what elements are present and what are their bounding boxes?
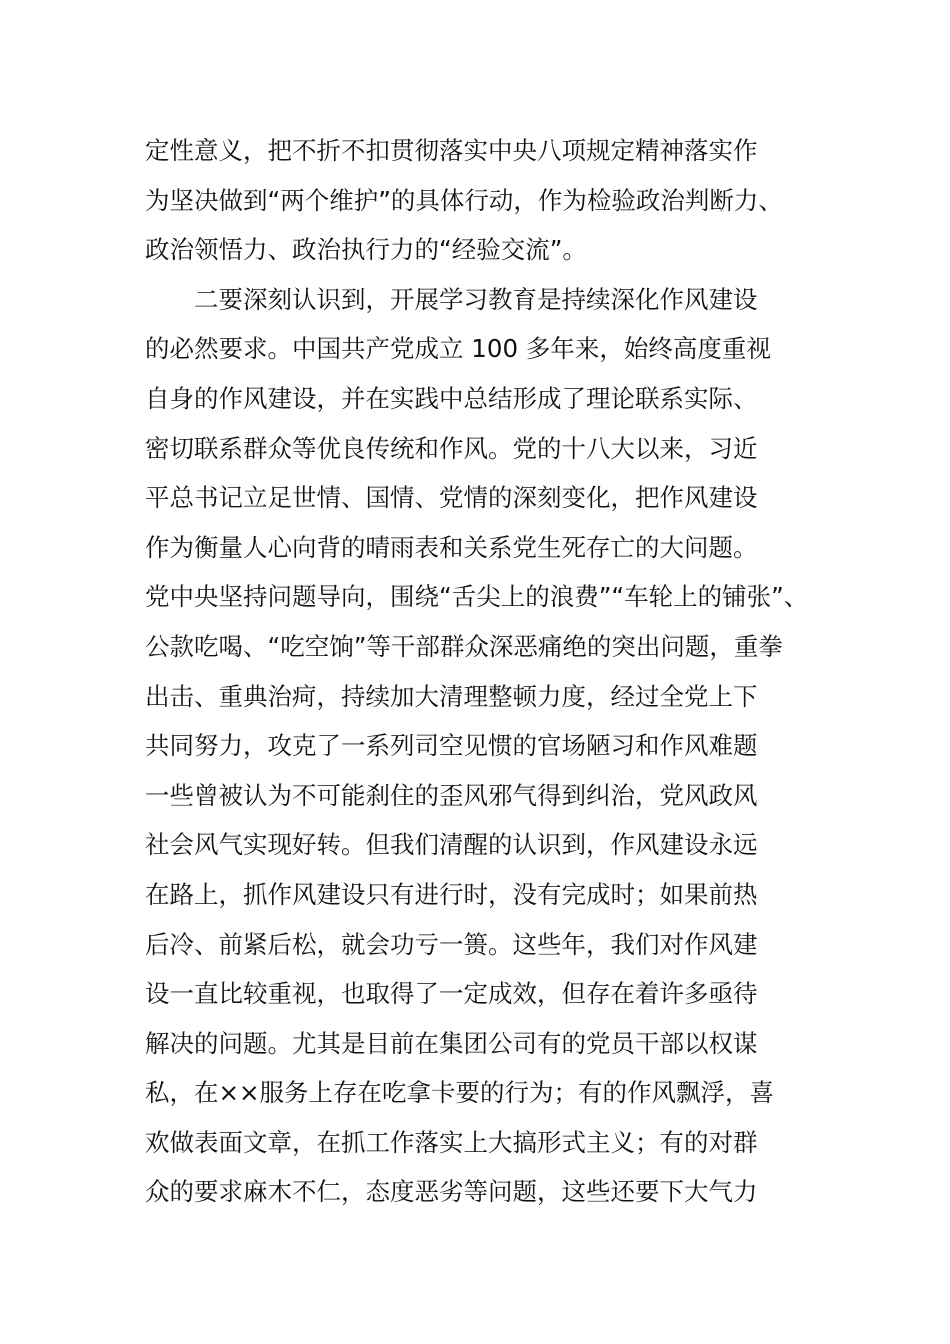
text-line: 在路上，抓作风建设只有进行时，没有完成时；如果前热 [145, 879, 758, 909]
text-line: 出击、重典治疴，持续加大清理整顿力度，经过全党上下 [145, 681, 758, 711]
text-line: 定性意义，把不折不扣贯彻落实中央八项规定精神落实作 [145, 136, 758, 165]
text-line: 一些曾被认为不可能刹住的歪风邪气得到纠治，党风政风 [145, 780, 758, 810]
text-line: 党中央坚持问题导向，围绕“舌尖上的浪费”“车轮上的铺张”、 [145, 582, 809, 612]
text-line: 密切联系群众等优良传统和作风。党的十八大以来，习近 [145, 433, 758, 463]
text-line: 私，在××服务上存在吃拿卡要的行为；有的作风飘浮，喜 [145, 1078, 775, 1108]
text-line: 共同努力，攻克了一系列司空见惯的官场陋习和作风难题 [145, 731, 758, 761]
text-line: 设一直比较重视，也取得了一定成效，但存在着许多亟待 [145, 979, 758, 1009]
text-line: 欢做表面文章，在抓工作落实上大搞形式主义；有的对群 [145, 1127, 758, 1157]
paragraph-start-line: 二要深刻认识到，开展学习教育是持续深化作风建设 [145, 284, 758, 314]
text-line: 为坚决做到“两个维护”的具体行动，作为检验政治判断力、 [145, 185, 783, 215]
text-line: 作为衡量人心向背的晴雨表和关系党生死存亡的大问题。 [145, 532, 758, 562]
text-line: 后冷、前紧后松，就会功亏一篑。这些年，我们对作风建 [145, 929, 758, 959]
body-text [145, 126, 815, 1217]
text-line: 众的要求麻木不仁，态度恶劣等问题，这些还要下大气力 [145, 1177, 758, 1207]
text-line: 政治领悟力、政治执行力的“经验交流”。 [145, 235, 587, 265]
text-line: 公款吃喝、“吃空饷”等干部群众深恶痛绝的突出问题，重拳 [145, 631, 783, 661]
text-line: 解决的问题。尤其是目前在集团公司有的党员干部以权谋 [145, 1028, 758, 1058]
text-line: 社会风气实现好转。但我们清醒的认识到，作风建设永远 [145, 830, 758, 860]
text-line: 自身的作风建设，并在实践中总结形成了理论联系实际、 [145, 383, 758, 413]
text-line: 平总书记立足世情、国情、党情的深刻变化，把作风建设 [145, 483, 758, 513]
text-line: 的必然要求。中国共产党成立 100 多年来，始终高度重视 [145, 334, 771, 364]
